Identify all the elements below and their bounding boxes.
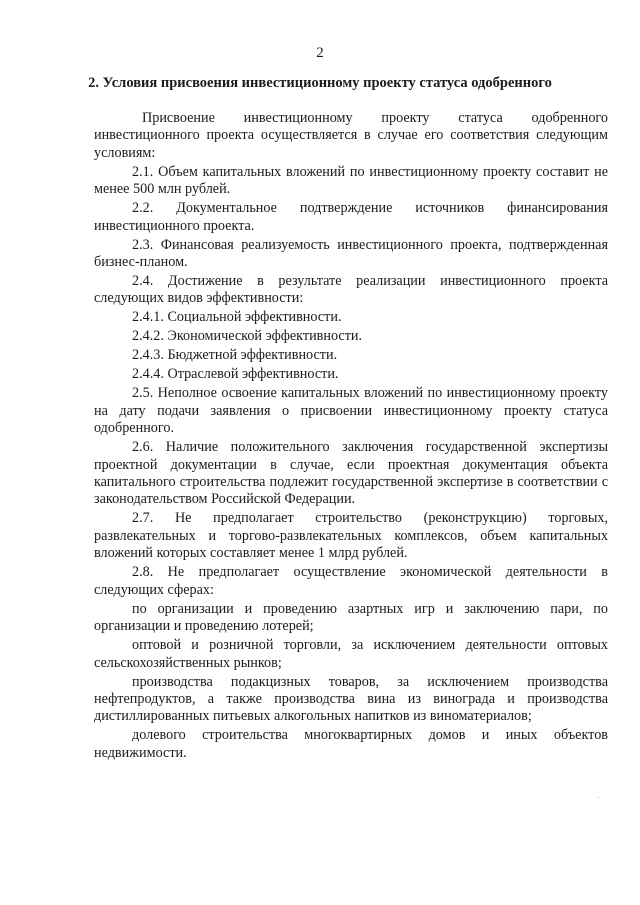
sphere-gambling: по организации и проведению азартных игр и заключению пари, по организации и проведению лотерей; (94, 600, 608, 635)
condition-2-4-1: 2.4.1. Социальной эффективности. (132, 309, 342, 326)
condition-2-4-2: 2.4.2. Экономической эффективности. (132, 328, 363, 345)
condition-2-4: 2.4. Достижение в результате реализации инвестиционного проекта следующих видов эффективности: (94, 273, 608, 307)
section-heading: 2. Условия присвоения инвестиционному проекту статуса одобренного (88, 75, 552, 91)
condition-2-2: 2.2. Документальное подтверждение источников финансирования инвестиционного проекта. (94, 200, 608, 234)
condition-2-8: 2.8. Не предполагает осуществление экономической деятельности в следующих сферах: (94, 564, 608, 598)
condition-2-6: 2.6. Наличие положительного заключения государственной экспертизы проектной документации в случае, если проектная документация объекта капитального строительства подлежит государственной экспертизе в соответствии с законодательством Российской Федерации. (94, 439, 608, 508)
condition-2-5: 2.5. Неполное освоение капитальных вложений по инвестиционному проекту на дату подачи заявления о присвоении инвестиционному проекту статуса одобренного. (94, 385, 608, 437)
sphere-shared-construction: долевого строительства многоквартирных домов и иных объектов недвижимости. (94, 727, 608, 761)
condition-2-4-4: 2.4.4. Отраслевой эффективности. (132, 366, 339, 383)
scan-speck (598, 797, 599, 798)
condition-2-7: 2.7. Не предполагает строительство (реконструкцию) торговых, развлекательных и торгово-развлекательных комплексов, объем капитальных вложений которых составляет менее 1 млрд рублей. (94, 510, 608, 562)
sphere-excise-goods: производства подакцизных товаров, за исключением производства нефтепродуктов, а также производства вина из винограда и производства дистиллированных питьевых алкогольных напитков из виноматериалов; (94, 673, 608, 725)
document-body (94, 110, 608, 764)
condition-2-1: 2.1. Объем капитальных вложений по инвестиционному проекту составит не менее 500 млн рублей. (94, 163, 608, 198)
intro-paragraph: Присвоение инвестиционному проекту статуса одобренного инвестиционного проекта осуществляется в случае его соответствия следующим условиям: (94, 110, 608, 161)
condition-2-3: 2.3. Финансовая реализуемость инвестиционного проекта, подтвержденная бизнес-планом. (94, 236, 608, 271)
condition-2-4-3: 2.4.3. Бюджетной эффективности. (132, 347, 338, 364)
sphere-trade: оптовой и розничной торговли, за исключением деятельности оптовых сельскохозяйственных рынков; (94, 637, 608, 671)
page-number: 2 (316, 45, 324, 61)
